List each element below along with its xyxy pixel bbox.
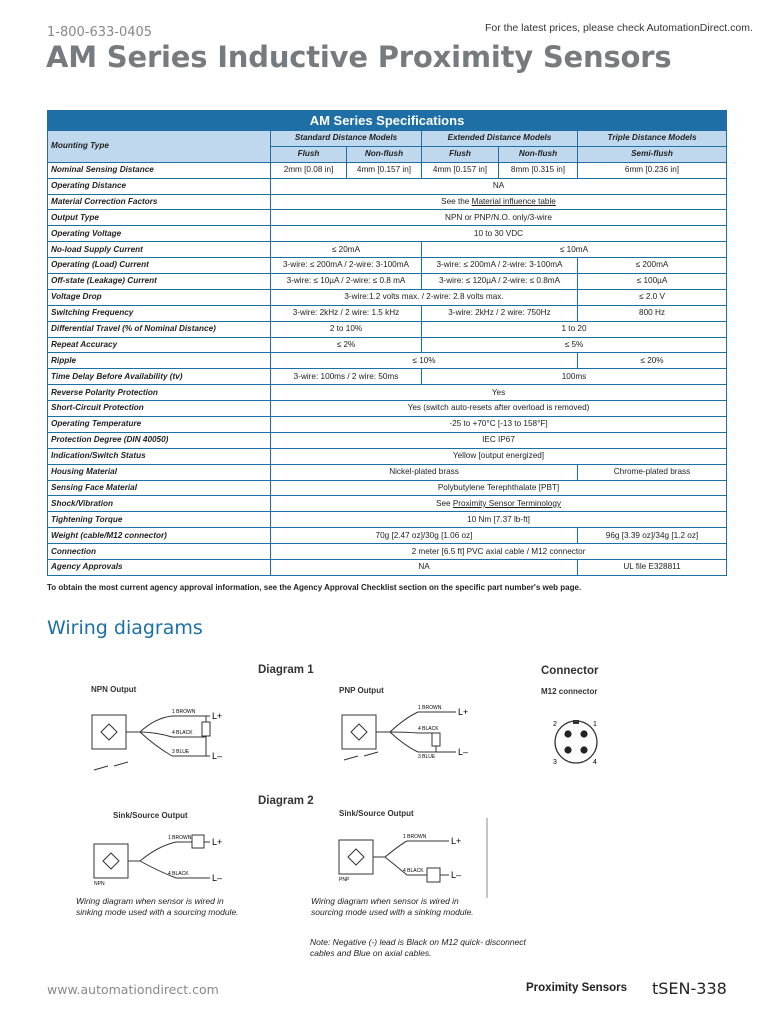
row-label: Reverse Polarity Protection [48, 385, 271, 401]
cell [271, 194, 727, 210]
caption-line: Wiring diagram when sensor is wired in [311, 896, 459, 906]
cell: 800 Hz [578, 305, 727, 321]
row-label: Weight (cable/M12 connector) [48, 528, 271, 544]
cell: NA [271, 560, 578, 576]
cell: ≤ 20% [578, 353, 727, 369]
table-row [48, 226, 727, 242]
table-title: AM Series Specifications [48, 111, 727, 131]
l-minus-label: L– [458, 747, 469, 757]
row-label: Time Delay Before Availability (tv) [48, 369, 271, 385]
table-row [48, 385, 727, 401]
specifications-table [47, 110, 727, 576]
cell: Yes [271, 385, 727, 401]
table-row [48, 417, 727, 433]
row-label: Operating Voltage [48, 226, 271, 242]
table-row [48, 258, 727, 274]
row-label: Indication/Switch Status [48, 448, 271, 464]
pin-2-label: 2 [553, 721, 557, 728]
cell: 6mm [0.236 in] [578, 162, 727, 178]
l-minus-label: L– [212, 873, 223, 883]
latest-prices-note: For the latest prices, please check AutomationDirect.com. [485, 22, 753, 34]
connector-label: Connector [541, 665, 599, 677]
group-extended: Extended Distance Models [422, 131, 578, 147]
table-row [48, 544, 727, 560]
table-row [48, 162, 727, 178]
table-row [48, 321, 727, 337]
row-label: Voltage Drop [48, 289, 271, 305]
cell: Yellow [output energized] [271, 448, 727, 464]
table-row [48, 305, 727, 321]
divider-line [484, 818, 490, 900]
note-negative-lead [310, 937, 526, 960]
black-wire-label: 4 BLACK [168, 871, 189, 877]
sub-flush: Flush [422, 146, 499, 162]
cell: 3-wire: 2kHz / 2 wire: 750Hz [422, 305, 578, 321]
l-plus-label: L+ [212, 711, 223, 721]
row-label: Connection [48, 544, 271, 560]
cell-prefix: See [436, 498, 453, 508]
note-line: Note: Negative (-) lead is Black on M12 quick- disconnect [310, 937, 526, 947]
l-plus-label: L+ [451, 836, 462, 846]
row-label: Repeat Accuracy [48, 337, 271, 353]
row-label: Shock/Vibration [48, 496, 271, 512]
row-label: Output Type [48, 210, 271, 226]
cell: 8mm [0.315 in] [499, 162, 578, 178]
cell: UL file E328811 [578, 560, 727, 576]
row-label: Short-Circuit Protection [48, 401, 271, 417]
row-label: No-load Supply Current [48, 242, 271, 258]
blue-wire-label: 3 BLUE [172, 749, 190, 755]
sub-semiflush: Semi-flush [578, 146, 727, 162]
cell: IEC IP67 [271, 432, 727, 448]
sink-source-label-2: Sink/Source Output [339, 809, 414, 818]
l-minus-label: L– [451, 870, 462, 880]
table-footnote: To obtain the most current agency approval information, see the Agency Approval Checklist section on the specific part number's web page. [47, 583, 582, 592]
cell: Yes (switch auto-resets after overload is removed) [271, 401, 727, 417]
m12-connector-diagram [540, 712, 610, 772]
caption-line: sinking mode used with a sourcing module. [76, 907, 239, 918]
table-row [48, 178, 727, 194]
caption-line: sourcing mode used with a sinking module. [311, 907, 474, 918]
cell: Nickel-plated brass [271, 464, 578, 480]
table-row [48, 242, 727, 258]
pin-3-label: 3 [553, 759, 557, 766]
table-row [48, 512, 727, 528]
cell: ≤ 5% [422, 337, 727, 353]
sink-source-label-1: Sink/Source Output [113, 811, 188, 820]
cell-prefix: See the [441, 196, 472, 206]
footer-page-number: tSEN-338 [652, 979, 727, 998]
brown-wire-label: 1 BROWN [403, 834, 427, 840]
mounting-type-label: Mounting Type [48, 131, 271, 163]
table-row [48, 496, 727, 512]
row-label: Nominal Sensing Distance [48, 162, 271, 178]
group-standard: Standard Distance Models [271, 131, 422, 147]
pnp-output-label: PNP Output [339, 686, 384, 695]
cell: 2 meter [6.5 ft] PVC axial cable / M12 connector [271, 544, 727, 560]
terminology-link[interactable]: Proximity Sensor Terminology [452, 498, 561, 508]
black-wire-label: 4 BLACK [172, 730, 193, 736]
l-plus-label: L+ [458, 707, 469, 717]
sub-flush: Flush [271, 146, 347, 162]
cell: 2 to 10% [271, 321, 422, 337]
row-label: Sensing Face Material [48, 480, 271, 496]
row-label: Differential Travel (% of Nominal Distance) [48, 321, 271, 337]
cell: 2mm [0.08 in] [271, 162, 347, 178]
m12-connector-label: M12 connector [541, 687, 598, 696]
row-label: Operating Distance [48, 178, 271, 194]
cell: 70g [2.47 oz]/30g [1.06 oz] [271, 528, 578, 544]
cell: 3-wire: ≤ 120µA / 2-wire: ≤ 0.8mA [422, 274, 578, 290]
cell: NPN or PNP/N.O. only/3-wire [271, 210, 727, 226]
row-label: Material Correction Factors [48, 194, 271, 210]
cell: ≤ 100µA [578, 274, 727, 290]
cell: 3-wire: ≤ 10µA / 2-wire: ≤ 0.8 mA [271, 274, 422, 290]
pin-1-label: 1 [593, 721, 597, 728]
cell: 3-wire: ≤ 200mA / 2-wire: 3-100mA [422, 258, 578, 274]
cell: 3-wire: ≤ 200mA / 2-wire: 3-100mA [271, 258, 422, 274]
npn-small-label: NPN [94, 881, 105, 887]
cell: 96g [3.39 oz]/34g [1.2 oz] [578, 528, 727, 544]
table-row [48, 337, 727, 353]
black-wire-label: 4 BLACK [418, 726, 439, 732]
cell: ≤ 200mA [578, 258, 727, 274]
cell: Chrome-plated brass [578, 464, 727, 480]
cell: 10 Nm [7.37 lb-ft] [271, 512, 727, 528]
diagram-2-label: Diagram 2 [258, 795, 314, 807]
caption-sinking [76, 896, 239, 919]
sub-nonflush: Non-flush [347, 146, 422, 162]
table-row [48, 401, 727, 417]
group-triple: Triple Distance Models [578, 131, 727, 147]
diagram-1-label: Diagram 1 [258, 664, 314, 676]
cell: 3-wire: 100ms / 2 wire: 50ms [271, 369, 422, 385]
cell: ≤ 2% [271, 337, 422, 353]
cell: -25 to +70°C [-13 to 158°F] [271, 417, 727, 433]
row-label: Tightening Torque [48, 512, 271, 528]
cell: 100ms [422, 369, 727, 385]
table-row [48, 448, 727, 464]
wiring-section-title: Wiring diagrams [47, 617, 203, 639]
table-row [48, 528, 727, 544]
brown-wire-label: 1 BROWN [418, 705, 442, 711]
l-plus-label: L+ [212, 837, 223, 847]
l-minus-label: L– [212, 751, 223, 761]
table-row [48, 464, 727, 480]
phone-number: 1-800-633-0405 [47, 25, 153, 40]
row-label: Operating (Load) Current [48, 258, 271, 274]
table-row [48, 480, 727, 496]
npn-wiring-diagram [90, 700, 250, 775]
note-line: cables and Blue on axial cables. [310, 948, 432, 959]
cell: 4mm [0.157 in] [422, 162, 499, 178]
cell: 10 to 30 VDC [271, 226, 727, 242]
cell: 3-wire: 2kHz / 2 wire: 1.5 kHz [271, 305, 422, 321]
footer-url[interactable]: www.automationdirect.com [47, 982, 219, 997]
row-label: Off-state (Leakage) Current [48, 274, 271, 290]
table-row [48, 274, 727, 290]
table-row [48, 369, 727, 385]
page-title: AM Series Inductive Proximity Sensors [46, 40, 672, 74]
npn-output-label: NPN Output [91, 685, 137, 694]
cell: 3-wire:1.2 volts max. / 2-wire: 2.8 volts max. [271, 289, 578, 305]
table-row [48, 560, 727, 576]
blue-wire-label: 3 BLUE [418, 754, 436, 760]
row-label: Housing Material [48, 464, 271, 480]
cell [271, 496, 727, 512]
table-row [48, 432, 727, 448]
table-row [48, 194, 727, 210]
row-label: Protection Degree (DIN 40050) [48, 432, 271, 448]
cell: Polybutylene Terephthalate [PBT] [271, 480, 727, 496]
sink-source-diagram-2 [335, 822, 495, 892]
cell: 4mm [0.157 in] [347, 162, 422, 178]
cell: ≤ 2.0 V [578, 289, 727, 305]
pnp-wiring-diagram [340, 700, 500, 775]
row-label: Operating Temperature [48, 417, 271, 433]
caption-sourcing [311, 896, 474, 919]
cell: 1 to 20 [422, 321, 727, 337]
sink-source-diagram-1 [88, 826, 258, 892]
table-row [48, 353, 727, 369]
caption-line: Wiring diagram when sensor is wired in [76, 896, 224, 906]
sub-nonflush: Non-flush [499, 146, 578, 162]
table-row [48, 210, 727, 226]
pin-4-label: 4 [593, 759, 597, 766]
table-row [48, 289, 727, 305]
row-label: Switching Frequency [48, 305, 271, 321]
black-wire-label: 4 BLACK [403, 868, 424, 874]
cell: ≤ 20mA [271, 242, 422, 258]
brown-wire-label: 1 BROWN [168, 835, 192, 841]
cell: ≤ 10mA [422, 242, 727, 258]
brown-wire-label: 1 BROWN [172, 709, 196, 715]
row-label: Ripple [48, 353, 271, 369]
cell: ≤ 10% [271, 353, 578, 369]
material-influence-link[interactable]: Material influence table [471, 196, 556, 206]
footer-section: Proximity Sensors [526, 982, 627, 994]
cell: NA [271, 178, 727, 194]
pnp-small-label: PNP [339, 877, 350, 883]
row-label: Agency Approvals [48, 560, 271, 576]
